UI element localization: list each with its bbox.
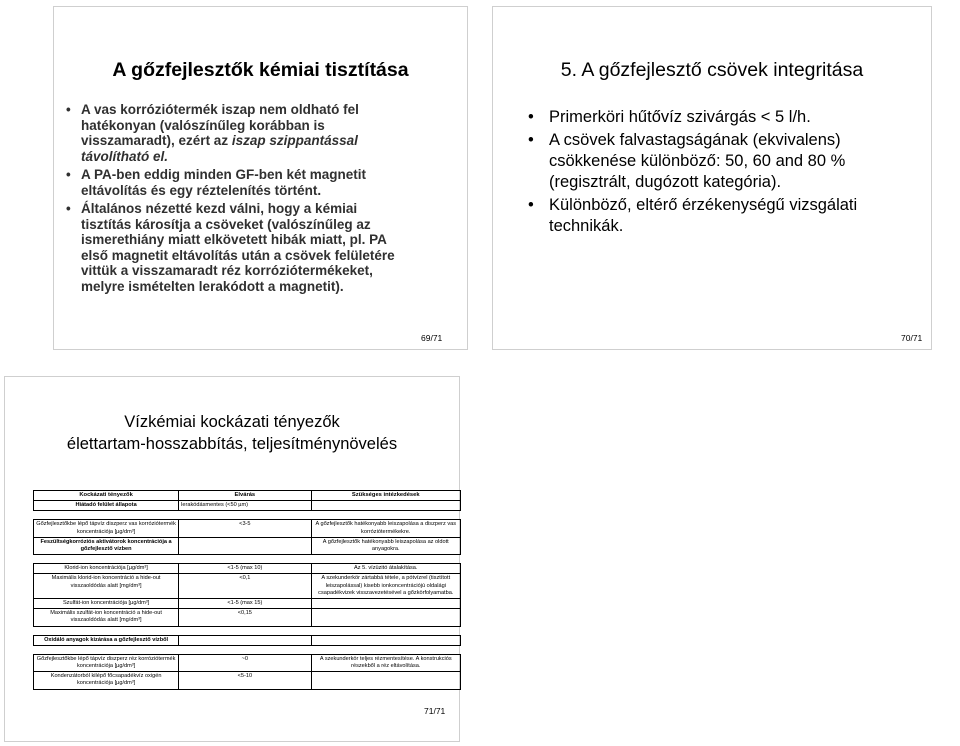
table-row xyxy=(34,609,461,626)
table-spacer xyxy=(34,555,461,564)
table-cell: Gőzfejlesztőkbe lépő tápvíz diszperz réz korróziótermék koncentrációja [µg/dm³] xyxy=(34,654,179,671)
table-cell: Klorid-ion koncentrációja [µg/dm³] xyxy=(34,564,179,574)
table-row xyxy=(34,564,461,574)
table-cell: <0,1 xyxy=(179,574,311,599)
table-cell: A gőzfejlesztők hatékonyabb leiszapolása a diszperz vas korróziótermékekre. xyxy=(311,520,460,537)
table-cell: ~0 xyxy=(179,654,311,671)
title-line: élettartam-hosszabbítás, teljesítménynövelés xyxy=(66,435,398,453)
table-cell: Maximális szulfát-ion koncentráció a hide-out visszaoldódás alatt [mg/dm³] xyxy=(34,609,179,626)
page-number: 70/71 xyxy=(901,333,923,343)
table-header: Elvárás xyxy=(179,491,311,501)
table-cell xyxy=(179,537,311,554)
table-row xyxy=(34,635,461,645)
table-spacer xyxy=(34,511,461,520)
table-cell: A szekunderkör teljes rézmentesítése. A konstrukciós részekből a réz eltávolítása. xyxy=(311,654,460,671)
table-row xyxy=(34,520,461,537)
table-cell xyxy=(311,609,460,626)
table-cell: A szekunderkör zártabbá tétele, a pótvízrel (tisztított leiszapolással) kisebb ionkoncentrációjú oldalági csapadékvizek visszavezetésével a gőzkörfolyamatba. xyxy=(311,574,460,599)
slide-title xyxy=(5,411,459,455)
table-cell: Szulfát-ion koncentrációja [µg/dm³] xyxy=(34,599,179,609)
page-number: 71/71 xyxy=(424,706,446,716)
table-cell: Feszültségkorróziós aktivátorok koncentrációja a gőzfejlesztő vízben xyxy=(34,537,179,554)
table-cell: Hiátadó felület állapota xyxy=(34,501,179,511)
table-spacer xyxy=(34,645,461,654)
table-cell: Kondenzátorból kilépő főcsapadékvíz oxigén koncentrációja [µg/dm³] xyxy=(34,672,179,689)
bullet-text: A PA-ben eddig minden GF-ben két magnetit eltávolítás és egy réztelenítés történt. xyxy=(81,167,367,198)
bullet-icon: • xyxy=(66,167,71,182)
list-item xyxy=(523,195,898,237)
list-item xyxy=(64,167,404,198)
list-item xyxy=(64,102,404,164)
table-spacer xyxy=(34,626,461,635)
title-line: Vízkémiai kockázati tényezők xyxy=(124,413,340,431)
bullet-icon: • xyxy=(528,108,534,126)
slide-71 xyxy=(4,376,460,742)
table-header: Szükséges intézkedések xyxy=(311,491,460,501)
bullet-text: A csövek falvastagságának (ekvivalens) csökkenése különböző: 50, 60 and 80 % (regisztrált, dugózott kategória). xyxy=(549,131,846,191)
bullet-icon: • xyxy=(66,201,71,216)
table-cell xyxy=(311,635,460,645)
table-cell xyxy=(311,501,460,511)
table-cell xyxy=(311,599,460,609)
table-row xyxy=(34,574,461,599)
table-cell xyxy=(311,672,460,689)
table-row xyxy=(34,599,461,609)
table-cell: <0,15 xyxy=(179,609,311,626)
table-row xyxy=(34,654,461,671)
table-cell: <3-5 xyxy=(179,520,311,537)
bullet-list xyxy=(523,107,898,239)
table-cell: Gőzfejlesztőkbe lépő tápvíz diszperz vas korróziótermék koncentrációja [µg/dm³] xyxy=(34,520,179,537)
table-cell: Oxidáló anyagok kizárása a gőzfejlesztő vízből xyxy=(34,635,179,645)
risk-table xyxy=(33,490,461,690)
bullet-list xyxy=(64,102,404,297)
list-item xyxy=(523,130,898,193)
slide-70 xyxy=(492,6,932,350)
slide-title: 5. A gőzfejlesztő csövek integritása xyxy=(560,59,864,81)
table-cell: <5-10 xyxy=(179,672,311,689)
table-cell xyxy=(179,635,311,645)
slide-69 xyxy=(53,6,468,350)
table-row xyxy=(34,672,461,689)
bullet-text: Általános nézetté kezd válni, hogy a kémiai tisztítás károsítja a csöveket (valószínűleg az ismerethiány miatt elkövetett hibák miatt, pl. PA első magnetit eltávolítás után a csövek felületére vittük a visszamaradt réz korróziótermékeket, melyre ismételten lerakódott a magnetit). xyxy=(81,201,395,294)
list-item xyxy=(64,201,404,294)
slide-title: A gőzfejlesztők kémiai tisztítása xyxy=(112,59,409,81)
table-cell: Maximális klorid-ion koncentráció a hide-out visszaoldódás alatt [mg/dm³] xyxy=(34,574,179,599)
bullet-icon: • xyxy=(528,131,534,149)
bullet-text-italic: iszap szippantással távolítható el. xyxy=(81,133,358,164)
bullet-icon: • xyxy=(66,102,71,117)
table-cell: Az 5. vízüzitó átalakítása. xyxy=(311,564,460,574)
bullet-text: Különböző, eltérő érzékenységű vizsgálati technikák. xyxy=(549,196,858,235)
table-header: Kockázati tényezők xyxy=(34,491,179,501)
list-item xyxy=(523,107,898,128)
table-cell: <1-5 (max 15) xyxy=(179,599,311,609)
table-row xyxy=(34,501,461,511)
bullet-icon: • xyxy=(528,196,534,214)
table-header-row xyxy=(34,491,461,501)
table-cell: <1-5 (max 10) xyxy=(179,564,311,574)
table-cell: A gőzfejlesztők hatékonyabb leiszapolása az oldott anyagokra. xyxy=(311,537,460,554)
bullet-text: A vas korróziótermék iszap nem oldható fel hatékonyan (valószínűleg korábban is visszamaradt), ezért az xyxy=(81,102,359,148)
table-cell: lerakódásmentes (<50 µm) xyxy=(179,501,311,511)
bullet-text: Primerköri hűtővíz szivárgás < 5 l/h. xyxy=(549,108,811,126)
page-number: 69/71 xyxy=(421,333,443,343)
table-row xyxy=(34,537,461,554)
